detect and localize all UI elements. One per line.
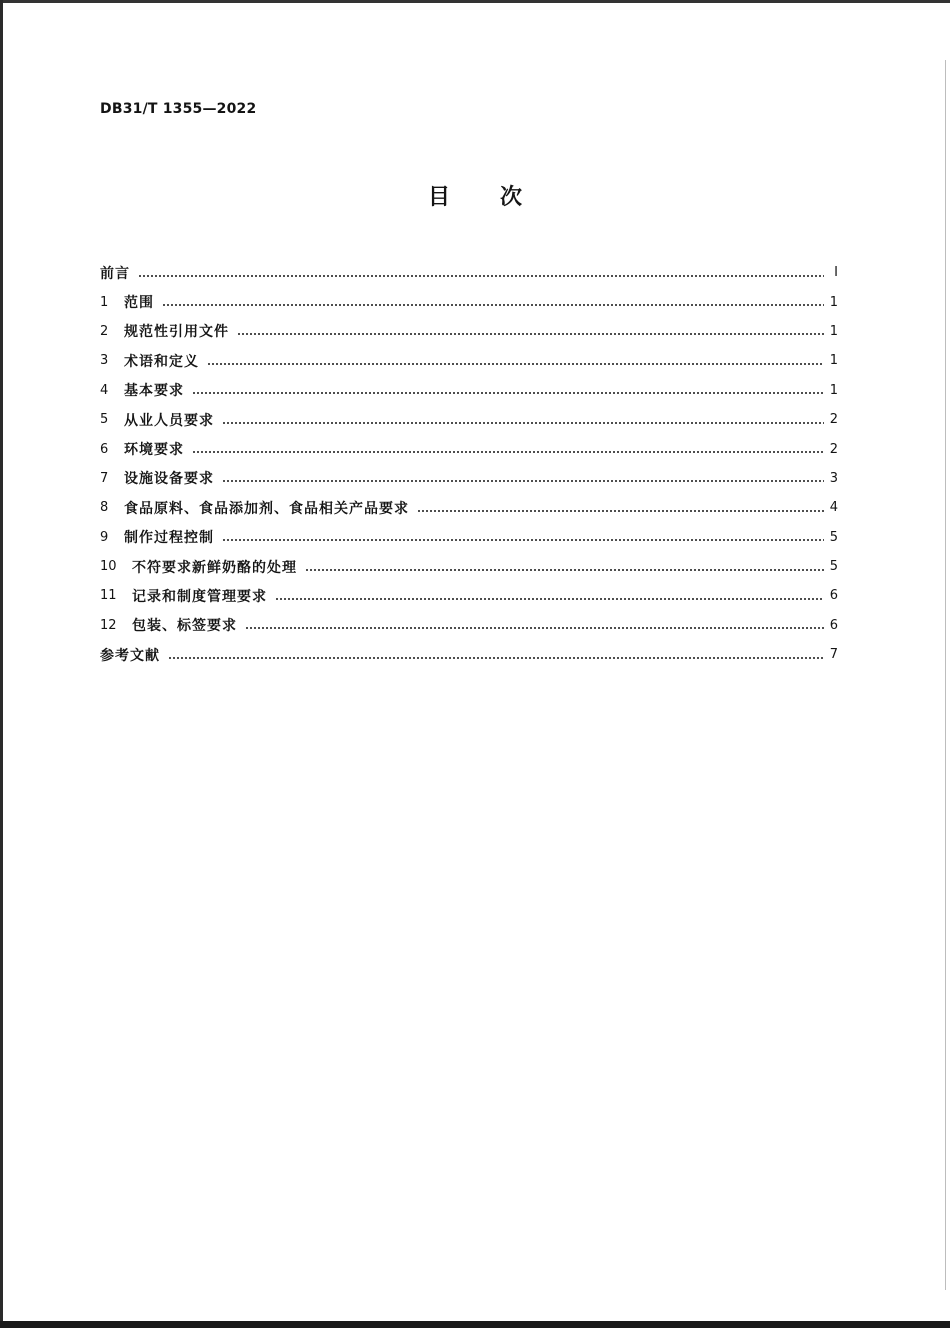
toc-leader-dots [245,627,824,629]
toc-entry-label: 制作过程控制 [124,530,214,547]
toc-title [0,180,950,211]
toc-entry-label: 规范性引用文件 [124,324,229,341]
toc-entry-10[interactable] [100,552,838,581]
toc-leader-dots [192,392,824,394]
toc-entry-number: 5 [100,412,109,428]
toc-entry-label: 环境要求 [124,442,184,459]
toc-entry-number: 7 [100,470,109,486]
toc-leader-dots [168,657,824,659]
toc-entry-page: 1 [829,353,838,369]
toc-leader-dots [222,480,824,482]
toc-entry-page: 1 [829,323,838,339]
toc-entry-label: 从业人员要求 [124,412,214,429]
toc-entry-label: 范围 [124,295,154,312]
toc-entry-page: 3 [829,470,838,486]
toc-leader-dots [138,275,824,277]
toc-entry-bibliography[interactable] [100,640,838,669]
toc-entry-label: 参考文献 [100,647,160,664]
toc-entry-label: 设施设备要求 [124,471,214,488]
toc-title-char-1: 目 [427,185,450,210]
toc-leader-dots [207,363,824,365]
toc-entry-label: 基本要求 [124,383,184,400]
toc-entry-label: 前言 [100,265,130,282]
toc-entry-number: 4 [100,382,109,398]
toc-entry-page: 5 [829,559,838,575]
toc-entry-1[interactable] [100,287,838,316]
toc-leader-dots [192,451,824,453]
document-code: DB31/T 1355—2022 [100,101,257,117]
toc-leader-dots [275,598,824,600]
toc-entry-page: 1 [829,382,838,398]
toc-entry-page: 1 [829,294,838,310]
toc-entry-page: 6 [829,617,838,633]
toc-leader-dots [305,569,824,571]
toc-entry-label: 记录和制度管理要求 [132,588,267,605]
scan-edge-top [0,0,950,3]
toc-entry-number: 10 [100,559,117,575]
toc-entry-label: 包装、标签要求 [132,618,237,635]
toc-entry-number: 1 [100,294,109,310]
toc-leader-dots [417,510,824,512]
toc-entry-label: 不符要求新鲜奶酪的处理 [132,559,297,576]
scan-edge-bottom [0,1321,950,1328]
scan-edge-right [945,60,946,1290]
toc-leader-dots [222,539,824,541]
toc-entry-number: 8 [100,500,109,516]
toc-entry-number: 12 [100,617,117,633]
toc-leader-dots [162,304,824,306]
toc-entry-label: 食品原料、食品添加剂、食品相关产品要求 [124,500,409,517]
toc-entry-5[interactable] [100,405,838,434]
toc-entry-2[interactable] [100,317,838,346]
toc-leader-dots [222,422,824,424]
toc-entry-4[interactable] [100,376,838,405]
toc-entry-3[interactable] [100,346,838,375]
toc-entry-preface[interactable] [100,258,838,287]
toc-entry-number: 11 [100,588,117,604]
toc-entry-page: 4 [829,500,838,516]
toc-entry-number: 9 [100,529,109,545]
toc-entry-label: 术语和定义 [124,353,199,370]
toc-entry-8[interactable] [100,493,838,522]
toc-entry-page: 7 [829,647,838,663]
toc-entry-page: Ⅰ [834,265,838,281]
toc-entry-7[interactable] [100,464,838,493]
toc-entry-9[interactable] [100,523,838,552]
table-of-contents [100,258,838,669]
toc-entry-number: 2 [100,323,109,339]
toc-entry-12[interactable] [100,611,838,640]
toc-title-char-2: 次 [500,185,523,210]
toc-leader-dots [237,333,824,335]
toc-entry-page: 6 [829,588,838,604]
toc-entry-number: 3 [100,353,109,369]
toc-entry-11[interactable] [100,581,838,610]
toc-entry-page: 5 [829,529,838,545]
toc-entry-number: 6 [100,441,109,457]
toc-entry-6[interactable] [100,434,838,463]
toc-entry-page: 2 [829,441,838,457]
toc-entry-page: 2 [829,412,838,428]
